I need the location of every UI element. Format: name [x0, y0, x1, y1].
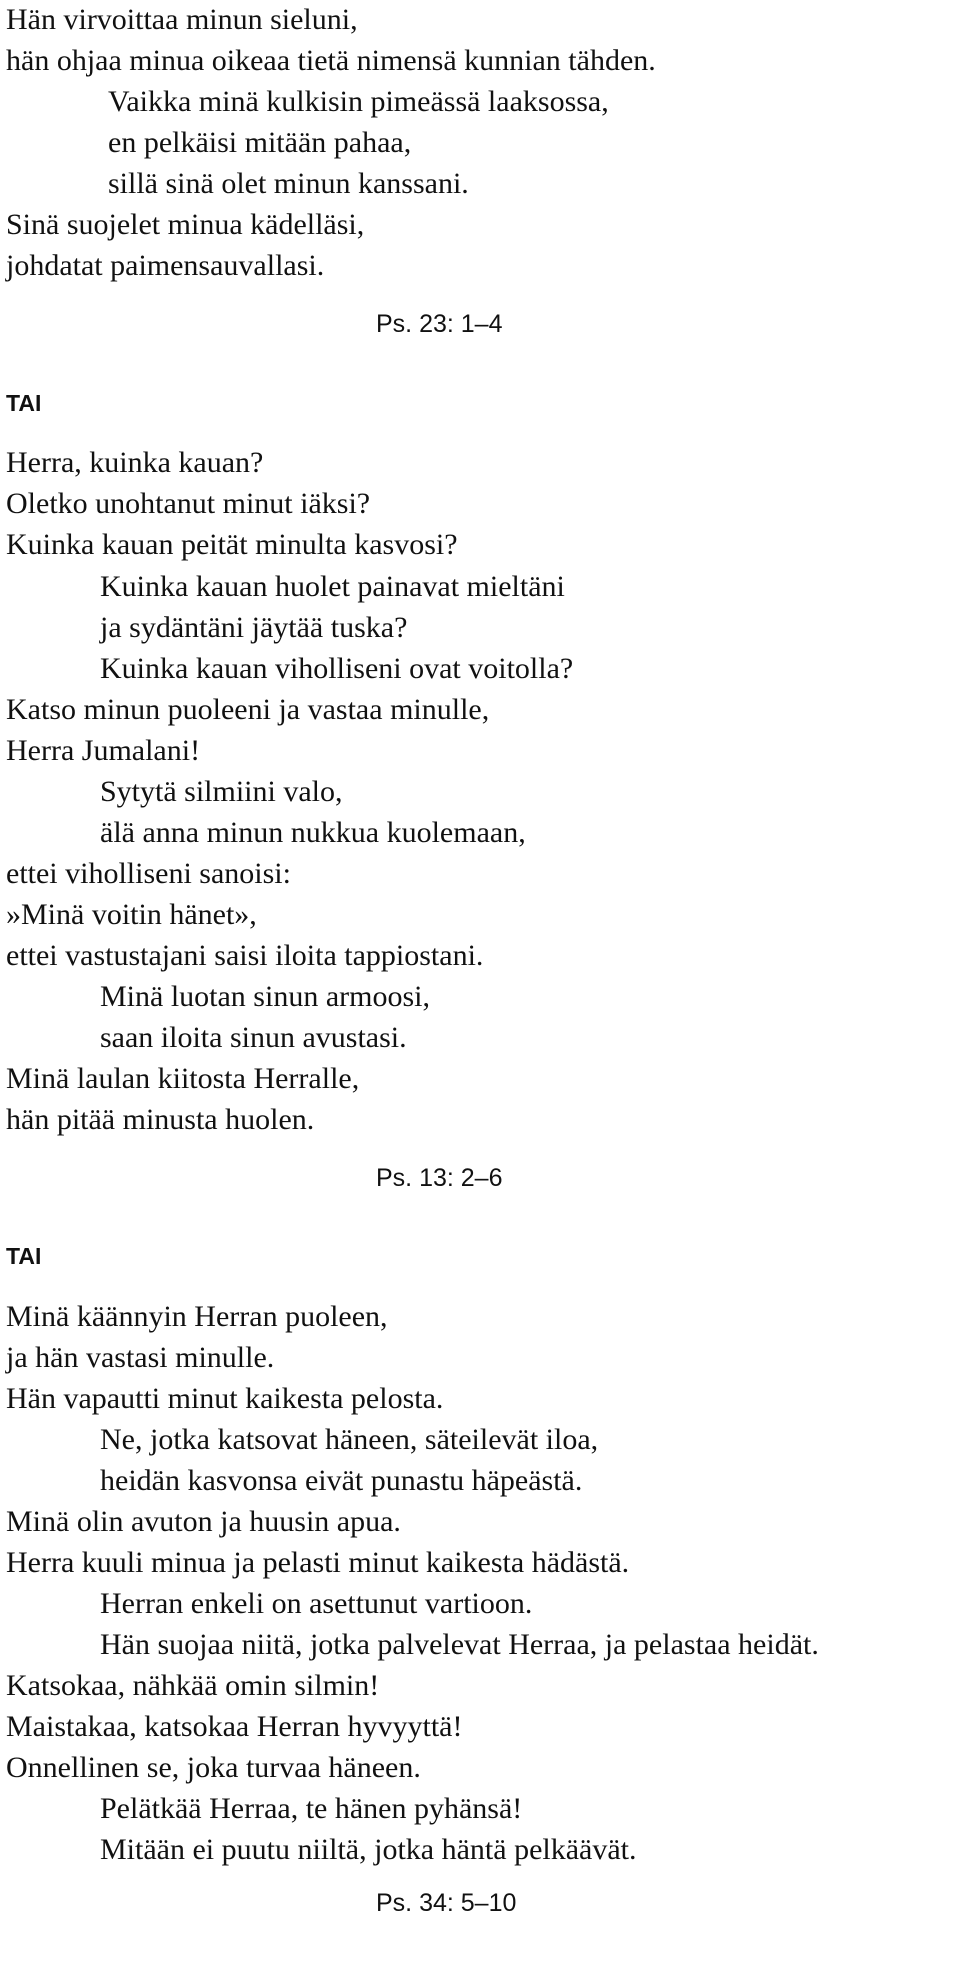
verse-line: Kuinka kauan viholliseni ovat voitolla? — [100, 652, 574, 685]
verse-line: Hän virvoittaa minun sieluni, — [6, 3, 358, 36]
verse-line: Minä laulan kiitosta Herralle, — [6, 1062, 360, 1095]
scripture-reference: Ps. 13: 2–6 — [376, 1164, 503, 1192]
verse-line: ettei viholliseni sanoisi: — [6, 857, 291, 890]
verse-line: Mitään ei puutu niiltä, jotka häntä pelkäävät. — [100, 1833, 637, 1866]
verse-line: Kuinka kauan peität minulta kasvosi? — [6, 528, 458, 561]
verse-line: Minä käännyin Herran puoleen, — [6, 1300, 388, 1333]
verse-line: »Minä voitin hänet», — [6, 898, 257, 931]
verse-line: Onnellinen se, joka turvaa häneen. — [6, 1751, 421, 1784]
scripture-reference: Ps. 34: 5–10 — [376, 1889, 517, 1917]
verse-line: Vaikka minä kulkisin pimeässä laaksossa, — [108, 85, 609, 118]
verse-line: Herra Jumalani! — [6, 734, 201, 767]
verse-line: Sinä suojelet minua kädelläsi, — [6, 208, 365, 241]
verse-line: heidän kasvonsa eivät punastu häpeästä. — [100, 1464, 583, 1497]
scripture-reference: Ps. 23: 1–4 — [376, 310, 503, 338]
verse-line: ja sydäntäni jäytää tuska? — [100, 611, 408, 644]
verse-line: hän pitää minusta huolen. — [6, 1103, 315, 1136]
verse-line: Pelätkää Herraa, te hänen pyhänsä! — [100, 1792, 523, 1825]
verse-line: ja hän vastasi minulle. — [6, 1341, 275, 1374]
verse-line: Hän suojaa niitä, jotka palvelevat Herraa, ja pelastaa heidät. — [100, 1628, 819, 1661]
verse-line: Ne, jotka katsovat häneen, säteilevät iloa, — [100, 1423, 599, 1456]
verse-line: en pelkäisi mitään pahaa, — [108, 126, 412, 159]
section-separator: TAI — [6, 390, 42, 416]
verse-line: Maistakaa, katsokaa Herran hyvyyttä! — [6, 1710, 463, 1743]
verse-line: Kuinka kauan huolet painavat mieltäni — [100, 570, 565, 603]
verse-line: saan iloita sinun avustasi. — [100, 1021, 407, 1054]
verse-line: Oletko unohtanut minut iäksi? — [6, 487, 371, 520]
verse-line: Herran enkeli on asettunut vartioon. — [100, 1587, 533, 1620]
verse-line: ettei vastustajani saisi iloita tappiostani. — [6, 939, 484, 972]
verse-line: Hän vapautti minut kaikesta pelosta. — [6, 1382, 444, 1415]
verse-line: Sytytä silmiini valo, — [100, 775, 343, 808]
verse-line: hän ohjaa minua oikeaa tietä nimensä kunnian tähden. — [6, 44, 656, 77]
verse-line: Katso minun puoleeni ja vastaa minulle, — [6, 693, 490, 726]
verse-line: johdatat paimensauvallasi. — [6, 249, 325, 282]
verse-line: älä anna minun nukkua kuolemaan, — [100, 816, 526, 849]
verse-line: Herra kuuli minua ja pelasti minut kaikesta hädästä. — [6, 1546, 630, 1579]
verse-line: Minä luotan sinun armoosi, — [100, 980, 430, 1013]
verse-line: Minä olin avuton ja huusin apua. — [6, 1505, 401, 1538]
section-separator: TAI — [6, 1243, 42, 1269]
verse-line: Herra, kuinka kauan? — [6, 446, 264, 479]
verse-line: sillä sinä olet minun kanssani. — [108, 167, 469, 200]
verse-line: Katsokaa, nähkää omin silmin! — [6, 1669, 380, 1702]
